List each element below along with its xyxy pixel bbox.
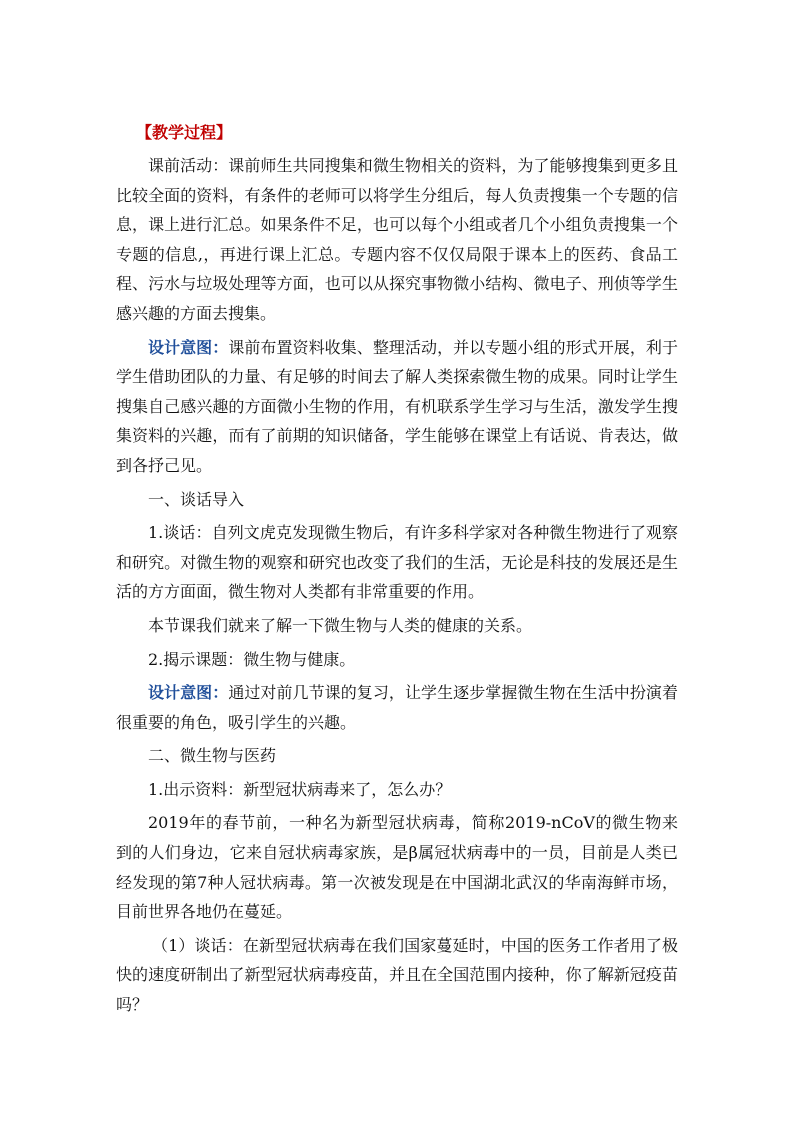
design-intent-label: 设计意图： xyxy=(148,683,229,703)
paragraph-show-material: 1.出示资料：新型冠状病毒来了，怎么办？ xyxy=(148,779,452,799)
paragraph-lesson-intro: 本节课我们就来了解一下微生物与人类的健康的关系。 xyxy=(148,615,533,635)
paragraph-section-two: 二、微生物与医药 xyxy=(148,746,277,766)
paragraph-virus-info: 2019年的春节前，一种名为新型冠状病毒，简称2019-nCoV的微生物来到的人们身边，它来自冠状病毒家族，是β属冠状病毒中的一员，目前是人类已经发现的第7种人冠状病毒。第一次被发现是在中国湖北武汉的华南海鲜市场，目前世界各地仍在蔓延。 xyxy=(116,813,678,922)
section-heading: 【教学过程】 xyxy=(136,123,233,142)
paragraph-design-intent-1 xyxy=(116,333,678,481)
paragraph-pre-class-activity: 课前活动：课前师生共同搜集和微生物相关的资料，为了能够搜集到更多且比较全面的资料，有条件的老师可以将学生分组后，每人负责搜集一个专题的信息，课上进行汇总。如果条件不足，也可以每个小组或者几个小组负责搜集一个专题的信息,，再进行课上汇总。专题内容不仅仅局限于课本上的医药、食品工程、污水与垃圾处理等方面，也可以从探究事物微小结构、微电子、刑侦等学生感兴趣的方面去搜集。 xyxy=(116,156,678,323)
paragraph-section-one: 一、谈话导入 xyxy=(148,489,245,509)
paragraph-design-intent-2 xyxy=(116,678,678,737)
document-body xyxy=(116,121,678,1024)
paragraph-reveal-topic: 2.揭示课题：微生物与健康。 xyxy=(148,649,356,669)
paragraph-talk: 1.谈话：自列文虎克发现微生物后，有许多科学家对各种微生物进行了观察和研究。对微生物的观察和研究也改变了我们的生活，无论是科技的发展还是生活的方方面面，微生物对人类都有非常重要的作用。 xyxy=(116,523,678,602)
design-intent-text: 通过对前几节课的复习，让学生逐步掌握微生物在生活中扮演着很重要的角色，吸引学生的兴趣。 xyxy=(116,683,678,732)
paragraph-vaccine-question: （1）谈话：在新型冠状病毒在我们国家蔓延时，中国的医务工作者用了极快的速度研制出了新型冠状病毒疫苗，并且在全国范围内接种，你了解新冠疫苗吗？ xyxy=(116,935,678,1015)
design-intent-label: 设计意图： xyxy=(148,337,229,357)
design-intent-text: 课前布置资料收集、整理活动，并以专题小组的形式开展，利于学生借助团队的力量、有足够的时间去了解人类探索微生物的成果。同时让学生搜集自己感兴趣的方面微小生物的作用，有机联系学生学习与生活，激发学生搜集资料的兴趣，而有了前期的知识储备，学生能够在课堂上有话说、肯表达，做到各抒己见。 xyxy=(116,337,678,475)
